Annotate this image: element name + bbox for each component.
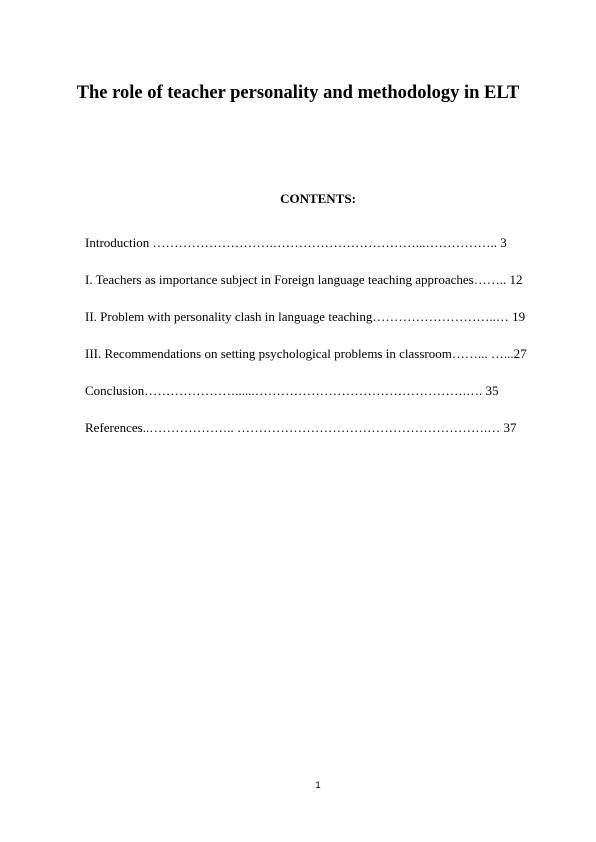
table-of-contents — [85, 232, 551, 454]
document-title: The role of teacher personality and methodology in ELT — [76, 83, 520, 103]
contents-heading: CONTENTS: — [280, 191, 356, 206]
toc-entry-chapter-3: III. Recommendations on setting psychological problems in classroom……... …...27 — [85, 346, 527, 361]
toc-entry-chapter-2: II. Problem with personality clash in language teaching………………………..… 19 — [85, 309, 526, 324]
toc-entry-chapter-1: I. Teachers as importance subject in Foreign language teaching approaches…….. 12 — [85, 272, 523, 287]
toc-entry-conclusion: Conclusion…………………......………………………………………….…. 35 — [85, 383, 499, 398]
page-number: 1 — [315, 780, 321, 791]
toc-entry-introduction: Introduction ……………………….……………………………...…………….. 3 — [85, 235, 507, 250]
toc-entry-references: References..……………….. ………………………………………………….… 37 — [85, 420, 517, 435]
